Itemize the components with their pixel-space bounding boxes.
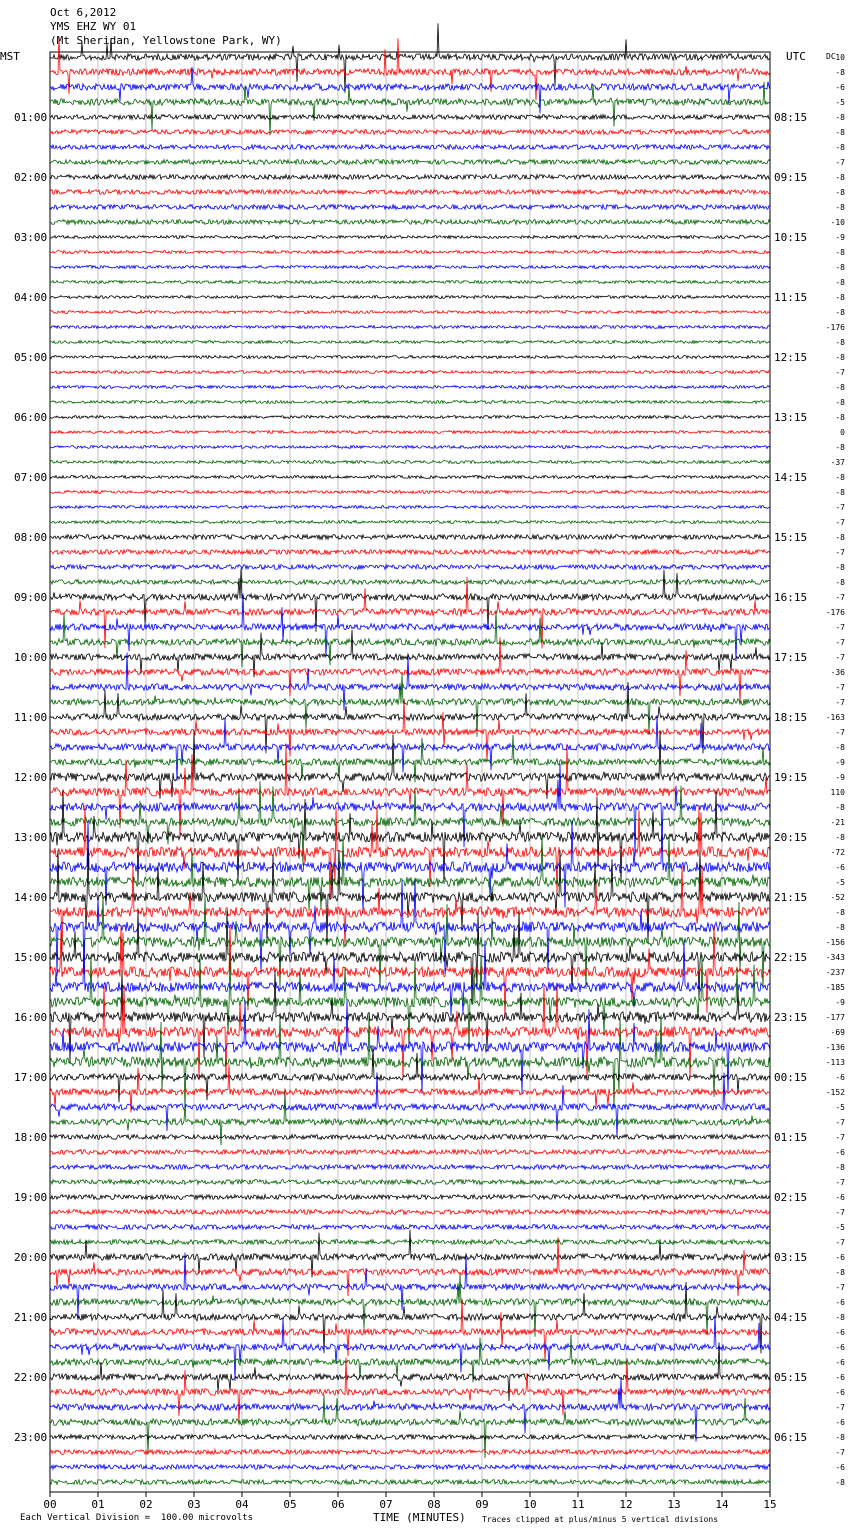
dc-offset-value: -152 — [825, 1088, 845, 1097]
trace-line — [50, 594, 770, 661]
dc-offset-value: -6 — [835, 863, 845, 872]
dc-offset-value: -8 — [835, 293, 845, 302]
left-hour-label: 11:00 — [14, 711, 48, 724]
trace-line — [50, 1253, 770, 1318]
dc-offset-value: -7 — [835, 1448, 845, 1457]
trace-line — [50, 1465, 770, 1470]
dc-offset-value: -136 — [825, 1043, 845, 1052]
right-hour-label: 19:15 — [774, 771, 808, 784]
trace-group — [50, 23, 770, 1484]
trace-line — [50, 491, 770, 494]
dc-offset-value: -6 — [835, 1193, 845, 1202]
left-hour-label: 13:00 — [14, 831, 48, 844]
dc-offset-labels — [826, 52, 845, 1487]
dc-offset-value: -8 — [835, 143, 845, 152]
dc-offset-value: -7 — [835, 1403, 845, 1412]
trace-line — [50, 446, 770, 449]
trace-line — [50, 1072, 770, 1137]
dc-offset-value: -7 — [835, 1238, 845, 1247]
right-hour-label: 02:15 — [774, 1191, 808, 1204]
left-hour-label: 10:00 — [14, 651, 48, 664]
left-hour-label: 05:00 — [14, 351, 48, 364]
dc-offset-value: -8 — [835, 1268, 845, 1277]
dc-offset-value: -10 — [830, 218, 845, 227]
dc-offset-value: -8 — [835, 578, 845, 587]
dc-offset-value: -8 — [835, 473, 845, 482]
dc-offset-value: -8 — [835, 383, 845, 392]
dc-offset-value: -8 — [835, 338, 845, 347]
dc-offset-value: -343 — [825, 953, 845, 962]
scale-note: Each Vertical Division = 100.00 microvolts — [20, 1513, 253, 1523]
x-tick-label: 02 — [139, 1498, 153, 1511]
trace-line — [50, 1450, 770, 1455]
dc-offset-value: -8 — [835, 128, 845, 137]
trace-line — [50, 326, 770, 329]
trace-line — [50, 1195, 770, 1200]
right-hour-label: 18:15 — [774, 711, 808, 724]
trace-line — [50, 371, 770, 374]
dc-offset-value: -5 — [835, 98, 845, 107]
dc-offset-value: -7 — [835, 1178, 845, 1187]
trace-line — [50, 569, 770, 632]
right-hour-label: 22:15 — [774, 951, 808, 964]
left-hour-label: 21:00 — [14, 1311, 48, 1324]
station-code: YMS EHZ WY 01 — [50, 20, 137, 33]
right-hour-label: 23:15 — [774, 1011, 808, 1024]
dc-offset-value: -7 — [835, 728, 845, 737]
dc-offset-value: -6 — [835, 1343, 845, 1352]
left-hour-label: 16:00 — [14, 1011, 48, 1024]
dc-offset-value: -8 — [835, 68, 845, 77]
trace-line — [50, 565, 770, 570]
dc-offset-value: -8 — [835, 908, 845, 917]
right-hour-label: 05:15 — [774, 1371, 808, 1384]
left-hour-label: 18:00 — [14, 1131, 48, 1144]
dc-offset-value: -8 — [835, 488, 845, 497]
dc-offset-value: -7 — [835, 653, 845, 662]
x-axis-title: TIME (MINUTES) — [373, 1511, 466, 1524]
trace-line — [50, 175, 770, 180]
trace-line — [50, 1230, 770, 1278]
dc-offset-value: -5 — [835, 878, 845, 887]
trace-line — [50, 1435, 770, 1440]
x-tick-label: 03 — [187, 1498, 201, 1511]
right-hour-label: 04:15 — [774, 1311, 808, 1324]
dc-offset-value: -6 — [835, 1148, 845, 1157]
left-hour-label: 15:00 — [14, 951, 48, 964]
right-hour-label: 15:15 — [774, 531, 808, 544]
trace-line — [50, 715, 770, 781]
trace-line — [50, 115, 770, 120]
trace-line — [50, 341, 770, 344]
trace-line — [50, 145, 770, 150]
right-hour-label: 03:15 — [774, 1251, 808, 1264]
x-tick-label: 08 — [427, 1498, 441, 1511]
trace-line — [50, 1165, 770, 1170]
dc-offset-value: -72 — [830, 848, 845, 857]
trace-line — [50, 682, 770, 753]
dc-offset-value: -8 — [835, 248, 845, 257]
dc-offset-value: -163 — [825, 713, 845, 722]
dc-offset-value: -237 — [825, 968, 845, 977]
x-tick-label: 01 — [91, 1498, 105, 1511]
left-timezone-label: MST — [0, 50, 20, 63]
x-tick-label: 15 — [763, 1498, 777, 1511]
dc-offset-value: -6 — [835, 1073, 845, 1082]
trace-line — [50, 521, 770, 524]
trace-line — [50, 130, 770, 135]
dc-offset-value: -8 — [835, 308, 845, 317]
left-hour-label: 02:00 — [14, 171, 48, 184]
dc-offset-value: -8 — [835, 443, 845, 452]
dc-offset-value: -176 — [825, 608, 845, 617]
x-tick-label: 09 — [475, 1498, 489, 1511]
trace-line — [50, 580, 770, 585]
trace-line — [50, 476, 770, 479]
trace-line — [50, 431, 770, 434]
dc-offset-value: -8 — [835, 173, 845, 182]
trace-line — [50, 1180, 770, 1185]
trace-line — [50, 550, 770, 555]
x-tick-label: 12 — [619, 1498, 633, 1511]
dc-offset-value: -6 — [835, 1253, 845, 1262]
dc-offset-value: -8 — [835, 263, 845, 272]
right-hour-label: 06:15 — [774, 1431, 808, 1444]
dc-offset-value: -7 — [835, 683, 845, 692]
right-hour-label: 17:15 — [774, 651, 808, 664]
dc-offset-value: -9 — [835, 233, 845, 242]
trace-line — [50, 356, 770, 359]
dc-offset-value: -8 — [835, 833, 845, 842]
dc-offset-value: -8 — [835, 1163, 845, 1172]
trace-line — [50, 735, 770, 783]
dc-offset-value: 10 — [835, 53, 845, 62]
left-hour-label: 09:00 — [14, 591, 48, 604]
left-hour-label: 01:00 — [14, 111, 48, 124]
dc-offset-value: -8 — [835, 803, 845, 812]
dc-offset-value: -21 — [830, 818, 845, 827]
left-hour-label: 08:00 — [14, 531, 48, 544]
dc-offset-value: -156 — [825, 938, 845, 947]
right-hour-label: 13:15 — [774, 411, 808, 424]
trace-line — [50, 1282, 770, 1353]
dc-offset-value: -7 — [835, 1133, 845, 1142]
right-hour-label: 12:15 — [774, 351, 808, 364]
dc-offset-value: -7 — [835, 368, 845, 377]
dc-label: DC — [826, 52, 836, 61]
trace-line — [50, 296, 770, 299]
station-location: (Mt Sheridan, Yellowstone Park, WY) — [50, 34, 282, 47]
dc-offset-value: -8 — [835, 1478, 845, 1487]
dc-offset-value: -6 — [835, 1463, 845, 1472]
dc-offset-value: -52 — [830, 893, 845, 902]
trace-line — [50, 1210, 770, 1215]
dc-offset-value: -5 — [835, 1103, 845, 1112]
dc-offset-value: -7 — [835, 623, 845, 632]
dc-offset-value: -176 — [825, 323, 845, 332]
right-timezone-label: UTC — [786, 50, 806, 63]
dc-offset-value: -7 — [835, 1118, 845, 1127]
trace-line — [50, 401, 770, 404]
x-tick-label: 13 — [667, 1498, 681, 1511]
trace-line — [50, 190, 770, 195]
dc-offset-value: -7 — [835, 518, 845, 527]
trace-line — [50, 1299, 770, 1362]
right-hour-label: 21:15 — [774, 891, 808, 904]
trace-line — [50, 1358, 770, 1423]
dc-offset-value: -7 — [835, 638, 845, 647]
right-hour-label: 00:15 — [774, 1071, 808, 1084]
trace-line — [50, 311, 770, 314]
trace-line — [50, 895, 770, 989]
trace-line — [50, 1379, 770, 1442]
trace-line — [50, 461, 770, 464]
dc-offset-value: -7 — [835, 1208, 845, 1217]
trace-line — [50, 386, 770, 389]
x-tick-label: 14 — [715, 1498, 729, 1511]
right-hour-label: 01:15 — [774, 1131, 808, 1144]
dc-offset-value: -8 — [835, 743, 845, 752]
dc-offset-value: -7 — [835, 593, 845, 602]
dc-offset-value: -8 — [835, 1313, 845, 1322]
x-tick-label: 11 — [571, 1498, 585, 1511]
left-hour-label: 06:00 — [14, 411, 48, 424]
dc-offset-value: -9 — [835, 998, 845, 1007]
trace-line — [50, 266, 770, 269]
dc-offset-value: -6 — [835, 1298, 845, 1307]
dc-offset-value: 0 — [840, 428, 845, 437]
x-tick-label: 07 — [379, 1498, 393, 1511]
dc-offset-value: -6 — [835, 83, 845, 92]
trace-line — [50, 1225, 770, 1230]
left-hour-label: 03:00 — [14, 231, 48, 244]
dc-offset-value: -8 — [835, 413, 845, 422]
dc-offset-value: -7 — [835, 503, 845, 512]
dc-offset-value: -113 — [825, 1058, 845, 1067]
left-hour-label: 19:00 — [14, 1191, 48, 1204]
left-hour-label: 04:00 — [14, 291, 48, 304]
trace-line — [50, 416, 770, 419]
trace-line — [50, 1015, 770, 1109]
trace-line — [50, 674, 770, 737]
left-hour-label: 14:00 — [14, 891, 48, 904]
dc-offset-value: -9 — [835, 758, 845, 767]
dc-offset-value: -9 — [835, 773, 845, 782]
dc-offset-value: -8 — [835, 533, 845, 542]
trace-line — [50, 281, 770, 284]
x-tick-label: 04 — [235, 1498, 249, 1511]
dc-offset-value: -5 — [835, 1223, 845, 1232]
trace-line — [50, 205, 770, 210]
trace-line — [50, 925, 770, 1019]
trace-line — [50, 251, 770, 254]
x-tick-label: 10 — [523, 1498, 537, 1511]
dc-offset-value: -6 — [835, 1328, 845, 1337]
left-hour-label: 12:00 — [14, 771, 48, 784]
right-hour-label: 08:15 — [774, 111, 808, 124]
dc-offset-value: -8 — [835, 1433, 845, 1442]
dc-offset-value: -185 — [825, 983, 845, 992]
trace-line — [50, 1091, 770, 1145]
dc-offset-value: -8 — [835, 563, 845, 572]
trace-line — [50, 1480, 770, 1485]
dc-offset-value: -6 — [835, 1373, 845, 1382]
dc-offset-value: -7 — [835, 698, 845, 707]
trace-line — [50, 940, 770, 1016]
dc-offset-value: -36 — [830, 668, 845, 677]
x-tick-label: 00 — [43, 1498, 57, 1511]
plot-date: Oct 6,2012 — [50, 6, 117, 19]
trace-line — [50, 637, 770, 702]
dc-offset-value: -6 — [835, 1388, 845, 1397]
trace-line — [50, 220, 770, 225]
right-hour-label: 10:15 — [774, 231, 808, 244]
dc-offset-value: -8 — [835, 278, 845, 287]
trace-line — [50, 730, 770, 799]
dc-offset-value: -8 — [835, 188, 845, 197]
dc-offset-value: -69 — [830, 1028, 845, 1037]
left-hour-label: 23:00 — [14, 1431, 48, 1444]
trace-line — [50, 1315, 770, 1381]
dc-offset-value: -177 — [825, 1013, 845, 1022]
right-hour-label: 11:15 — [774, 291, 808, 304]
dc-offset-value: -8 — [835, 353, 845, 362]
clip-note: Traces clipped at plus/minus 5 vertical divisions — [482, 1515, 719, 1524]
dc-offset-value: -6 — [835, 1358, 845, 1367]
dc-offset-value: -7 — [835, 158, 845, 167]
left-hour-label: 20:00 — [14, 1251, 48, 1264]
left-hour-label: 07:00 — [14, 471, 48, 484]
right-hour-label: 09:15 — [774, 171, 808, 184]
dc-offset-value: -37 — [830, 458, 845, 467]
dc-offset-value: -8 — [835, 398, 845, 407]
trace-line — [50, 160, 770, 165]
dc-offset-value: 110 — [830, 788, 845, 797]
dc-offset-value: -7 — [835, 548, 845, 557]
right-hour-label: 14:15 — [774, 471, 808, 484]
dc-offset-value: -7 — [835, 1283, 845, 1292]
trace-line — [50, 1150, 770, 1155]
x-tick-label: 06 — [331, 1498, 345, 1511]
dc-offset-value: -8 — [835, 113, 845, 122]
left-hour-label: 17:00 — [14, 1071, 48, 1084]
dc-offset-value: -8 — [835, 923, 845, 932]
dc-offset-value: -8 — [835, 203, 845, 212]
dc-offset-value: -6 — [835, 1418, 845, 1427]
trace-line — [50, 535, 770, 540]
x-tick-label: 05 — [283, 1498, 297, 1511]
trace-line — [50, 577, 770, 648]
trace-line — [50, 699, 770, 762]
left-hour-label: 22:00 — [14, 1371, 48, 1384]
right-hour-label: 16:15 — [774, 591, 808, 604]
trace-line — [50, 506, 770, 509]
right-hour-label: 20:15 — [774, 831, 808, 844]
trace-line — [50, 1135, 770, 1140]
trace-line — [50, 236, 770, 239]
trace-line — [50, 1274, 770, 1337]
